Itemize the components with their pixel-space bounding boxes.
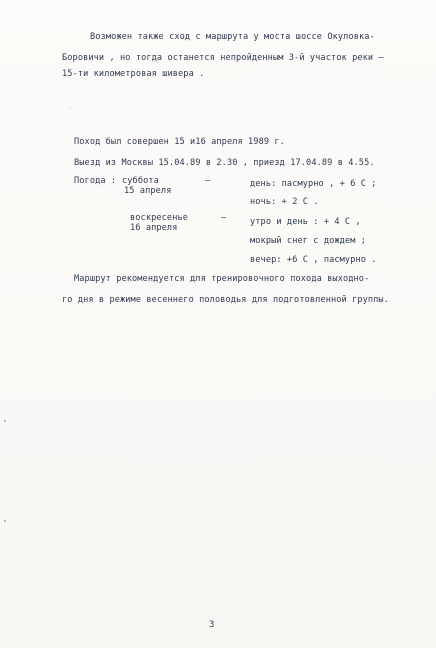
weather-day2-evening-condition: вечер: +6 С , пасмурно . [250, 255, 377, 265]
weather-day1-name: суббота [122, 176, 159, 186]
weather-day2-morning-condition: утро и день : + 4 С , [250, 217, 361, 227]
weather-day2-dash: – [221, 213, 227, 223]
weather-day2-date: 16 апреля [130, 223, 178, 233]
paper-speck [70, 108, 71, 109]
intro-line-1: Возможен также сход с маршрута у моста шоссе Окуловка- [90, 32, 375, 42]
trip-dates-line: Поход был совершен 15 и16 апреля 1989 г. [74, 137, 285, 147]
trip-travel-line: Выезд из Москвы 15.04.89 в 2.30 , приезд 17.04.89 в 4.55. [74, 158, 375, 168]
paper-speck [4, 420, 6, 422]
weather-day1-dash: – [205, 176, 211, 186]
paper-speck [4, 520, 6, 522]
recommendation-line-2: го дня в режиме весеннего половодья для подготовленной группы. [62, 295, 389, 305]
weather-day2-snow-condition: мокрый снег с дождем ; [250, 236, 367, 246]
recommendation-line-1: Маршрут рекомендуется для тренировочного похода выходно- [74, 274, 370, 284]
weather-day1-day-condition: день: пасмурно , + 6 С ; [250, 179, 377, 189]
intro-line-2: Боровичи , но тогда останется непройденным 3-й участок реки – [62, 53, 384, 63]
weather-day2-name: воскресенье [130, 213, 189, 223]
weather-day1-night-condition: ночь: + 2 С . [250, 197, 319, 207]
page-number: 3 [209, 620, 215, 630]
weather-heading: Погода : [74, 176, 117, 186]
intro-line-3: 15-ти километровая шивера . [62, 69, 205, 79]
weather-day1-date: 15 апреля [124, 186, 172, 196]
